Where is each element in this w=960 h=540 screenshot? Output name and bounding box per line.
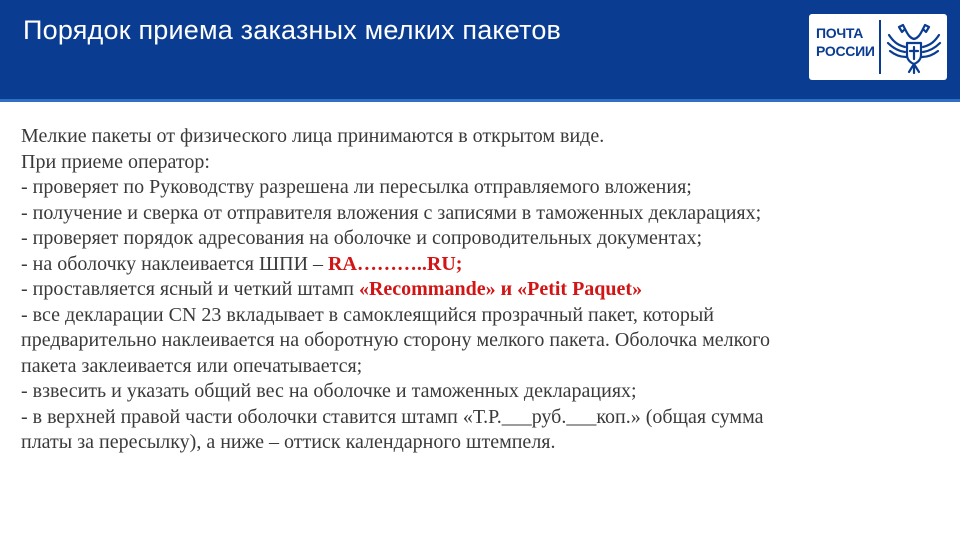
stamp-highlight: «Recommande» и «Petit Paquet»	[358, 278, 643, 300]
page-title: Порядок приема заказных мелких пакетов	[23, 15, 562, 45]
text-line: - все декларации CN 23 вкладывает в самоклеящийся прозрачный пакет, который	[21, 303, 714, 326]
text-line: платы за пересылку), а ниже – оттиск календарного штемпеля.	[21, 431, 556, 453]
spi-line	[21, 252, 941, 278]
stamp-line	[21, 277, 941, 303]
header-divider	[0, 99, 960, 102]
russian-post-logo	[809, 14, 947, 80]
text-line: При приеме оператор:	[21, 150, 210, 173]
text-line: - взвесить и указать общий вес на оболочке и таможенных декларациях;	[21, 380, 637, 402]
spi-line-prefix: - на оболочку наклеивается ШПИ –	[21, 252, 329, 275]
header-bar	[0, 0, 960, 99]
text-line: предварительно наклеивается на оборотную сторону мелкого пакета. Оболочка мелкого	[21, 329, 771, 351]
logo-line-2: РОССИИ	[816, 43, 875, 59]
text-line: пакета заклеивается или опечатывается;	[21, 354, 363, 377]
stamp-line-prefix: - проставляется ясный и четкий штамп	[21, 278, 359, 300]
logo-divider	[879, 20, 881, 74]
double-headed-eagle-icon	[885, 17, 943, 77]
logo-text	[816, 24, 875, 60]
text-line: - проверяет по Руководству разрешена ли пересылка отправляемого вложения;	[21, 176, 692, 198]
text-line: - в верхней правой части оболочки ставится штамп «Т.Р.___руб.___коп.» (общая сумма	[21, 405, 764, 428]
logo-line-1: ПОЧТА	[816, 25, 864, 41]
spi-number-highlight: RA………..RU;	[328, 252, 463, 275]
text-line: Мелкие пакеты от физического лица принимаются в открытом виде.	[21, 125, 605, 147]
main-text	[21, 124, 941, 456]
text-line: - проверяет порядок адресования на оболочке и сопроводительных документах;	[21, 227, 703, 249]
text-line: - получение и сверка от отправителя вложения с записями в таможенных декларациях;	[21, 201, 762, 224]
